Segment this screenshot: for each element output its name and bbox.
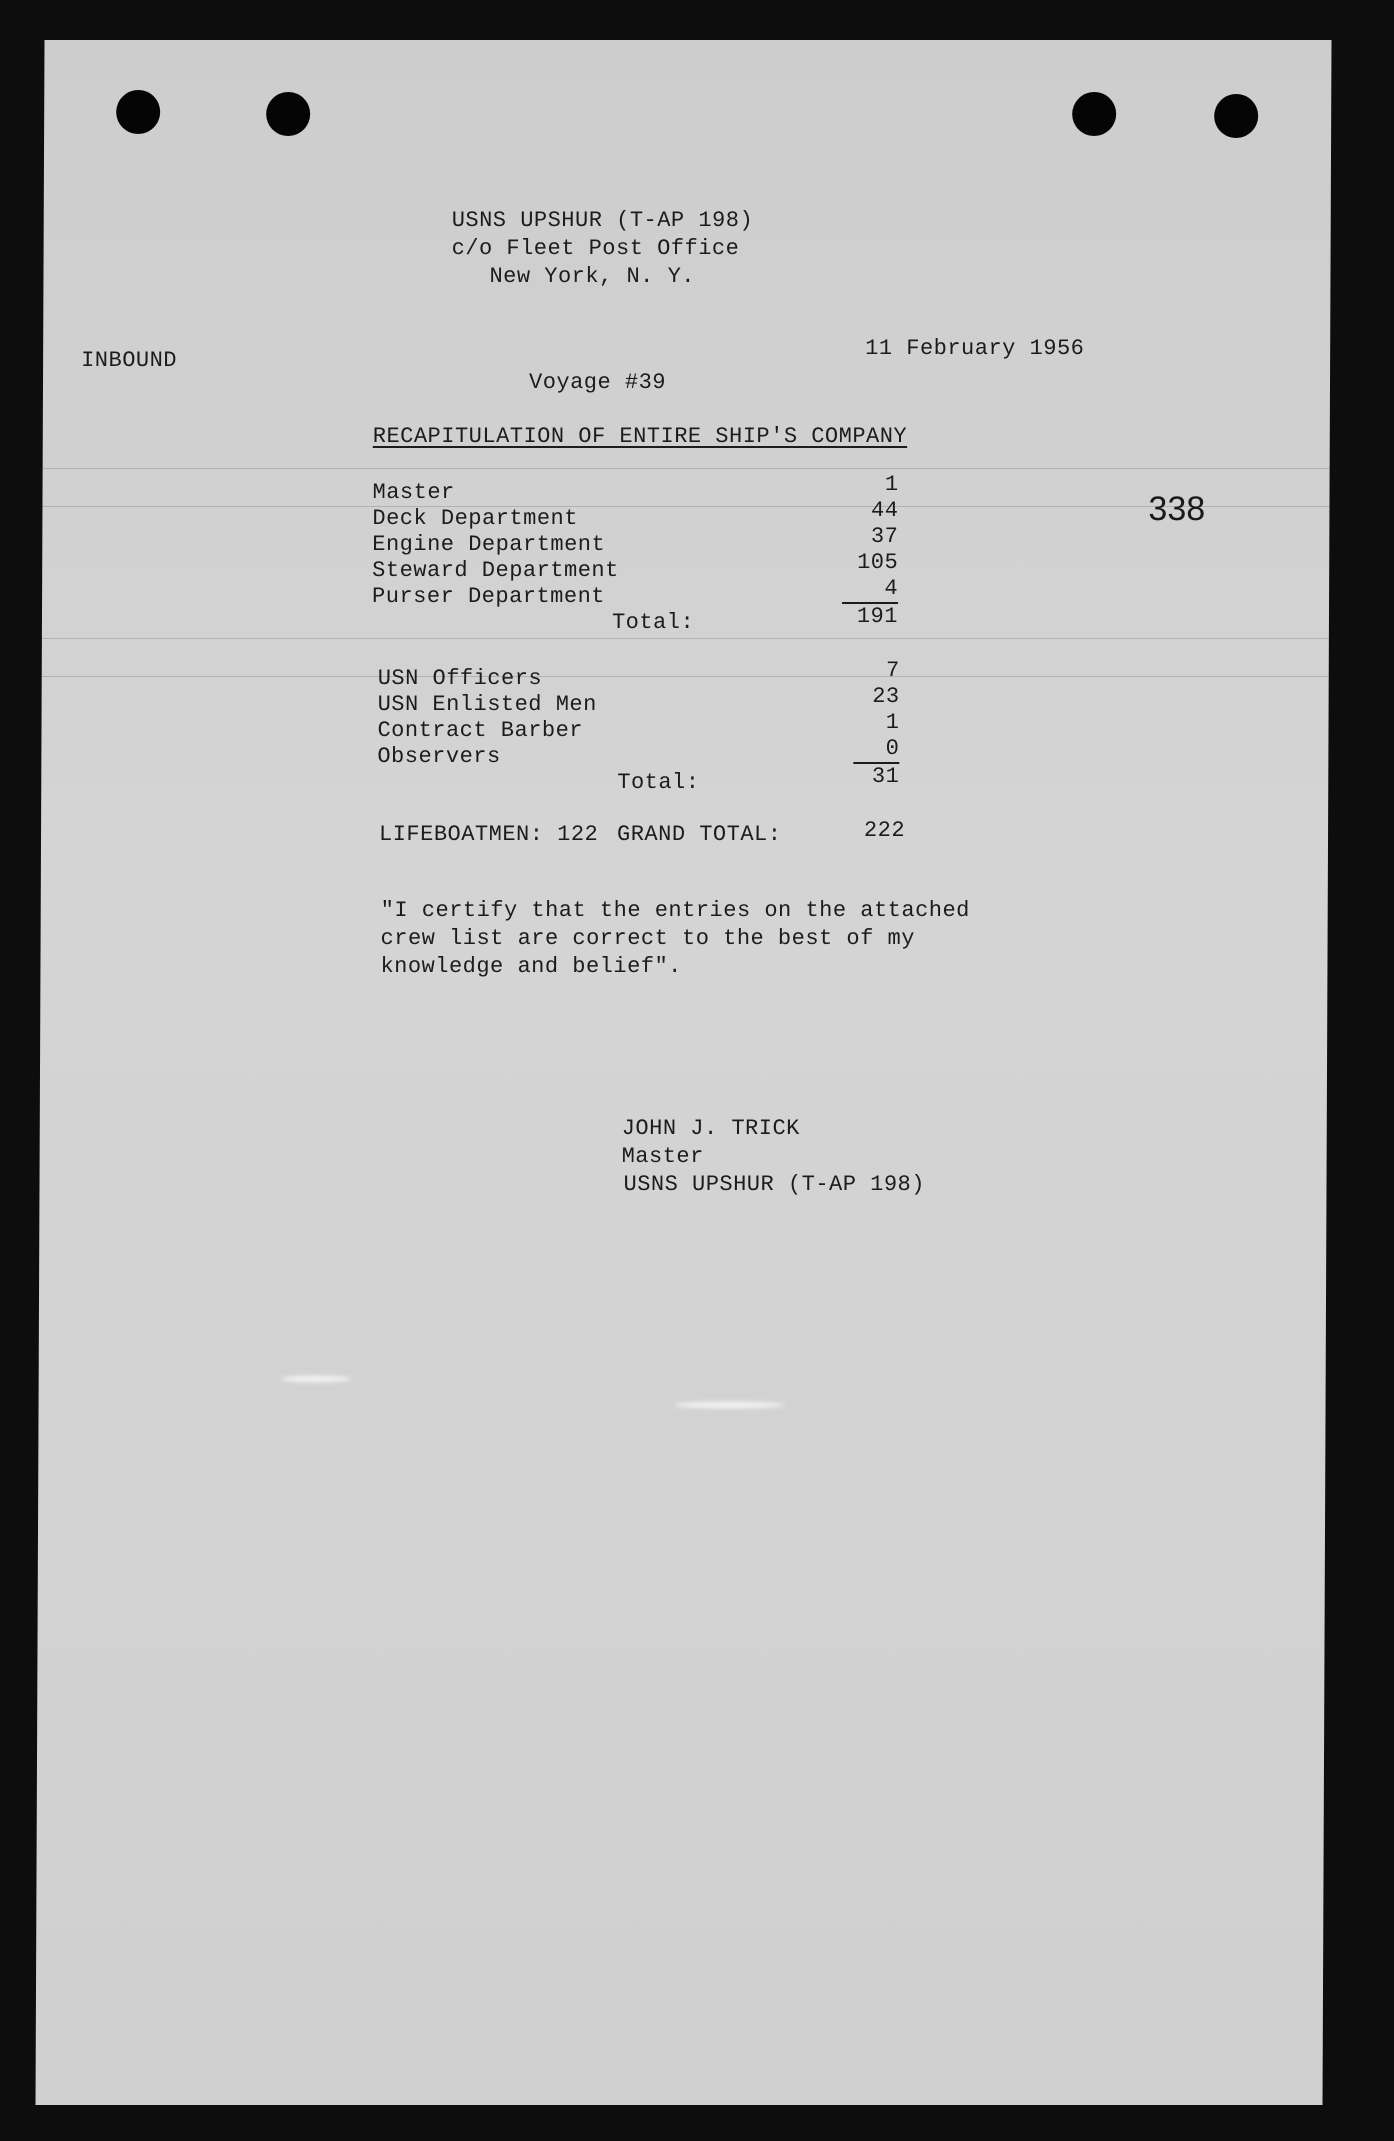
crew-count-master: 1 [884, 472, 899, 497]
other-label-observers: Observers [377, 744, 501, 769]
punch-hole-3 [1072, 92, 1116, 136]
others-total-count: 31 [871, 764, 900, 789]
lifeboatmen: LIFEBOATMEN: 122 [378, 822, 599, 847]
signature-title: Master [621, 1144, 704, 1169]
signature-name: JOHN J. TRICK [621, 1116, 800, 1141]
crew-label-deck: Deck Department [372, 506, 579, 531]
paper-smudge-1 [281, 1376, 351, 1382]
certification-line-1: "I certify that the entries on the attached [380, 898, 970, 923]
scan-line-4 [42, 676, 1329, 677]
header-care-of: c/o Fleet Post Office [451, 236, 740, 261]
header-city: New York, N. Y. [489, 264, 696, 289]
crew-label-master: Master [372, 480, 455, 505]
other-label-usn-enlisted: USN Enlisted Men [377, 692, 597, 717]
scan-line-2 [42, 506, 1329, 507]
direction-label: INBOUND [81, 348, 178, 373]
certification-line-2: crew list are correct to the best of my [380, 926, 916, 951]
certification-line-3: knowledge and belief". [380, 954, 682, 979]
voyage-number: Voyage #39 [528, 370, 667, 395]
other-count-usn-enlisted: 23 [872, 684, 900, 709]
other-label-usn-officers: USN Officers [377, 666, 543, 691]
crew-count-engine: 37 [870, 524, 899, 549]
document-page [35, 40, 1331, 2105]
other-count-contract-barber: 1 [885, 710, 900, 735]
section-title: RECAPITULATION OF ENTIRE SHIP'S COMPANY [372, 424, 908, 449]
other-count-observers: 0 [885, 736, 900, 761]
crew-label-purser: Purser Department [372, 584, 606, 609]
page-number: 338 [1148, 490, 1206, 528]
other-label-contract-barber: Contract Barber [377, 718, 584, 743]
crew-count-purser: 4 [884, 576, 899, 601]
crew-label-engine: Engine Department [372, 532, 606, 557]
punch-hole-2 [266, 92, 310, 136]
scan-line-3 [42, 638, 1329, 639]
grand-total-count: 222 [863, 818, 906, 843]
grand-total-label: GRAND TOTAL: [616, 822, 782, 847]
crew-count-deck: 44 [870, 498, 899, 523]
document-date: 11 February 1956 [865, 336, 1085, 361]
crew-label-steward: Steward Department [372, 558, 619, 583]
header-ship: USNS UPSHUR (T-AP 198) [451, 208, 754, 233]
scan-line-1 [43, 468, 1330, 469]
paper-smudge-2 [675, 1402, 785, 1408]
punch-hole-1 [116, 90, 160, 134]
signature-ship: USNS UPSHUR (T-AP 198) [623, 1172, 926, 1197]
other-count-usn-officers: 7 [885, 658, 900, 683]
crew-total-count: 191 [856, 604, 899, 629]
others-total-label: Total: [617, 770, 700, 795]
crew-total-label: Total: [611, 610, 695, 635]
punch-hole-4 [1214, 94, 1258, 138]
crew-count-steward: 105 [857, 550, 899, 575]
